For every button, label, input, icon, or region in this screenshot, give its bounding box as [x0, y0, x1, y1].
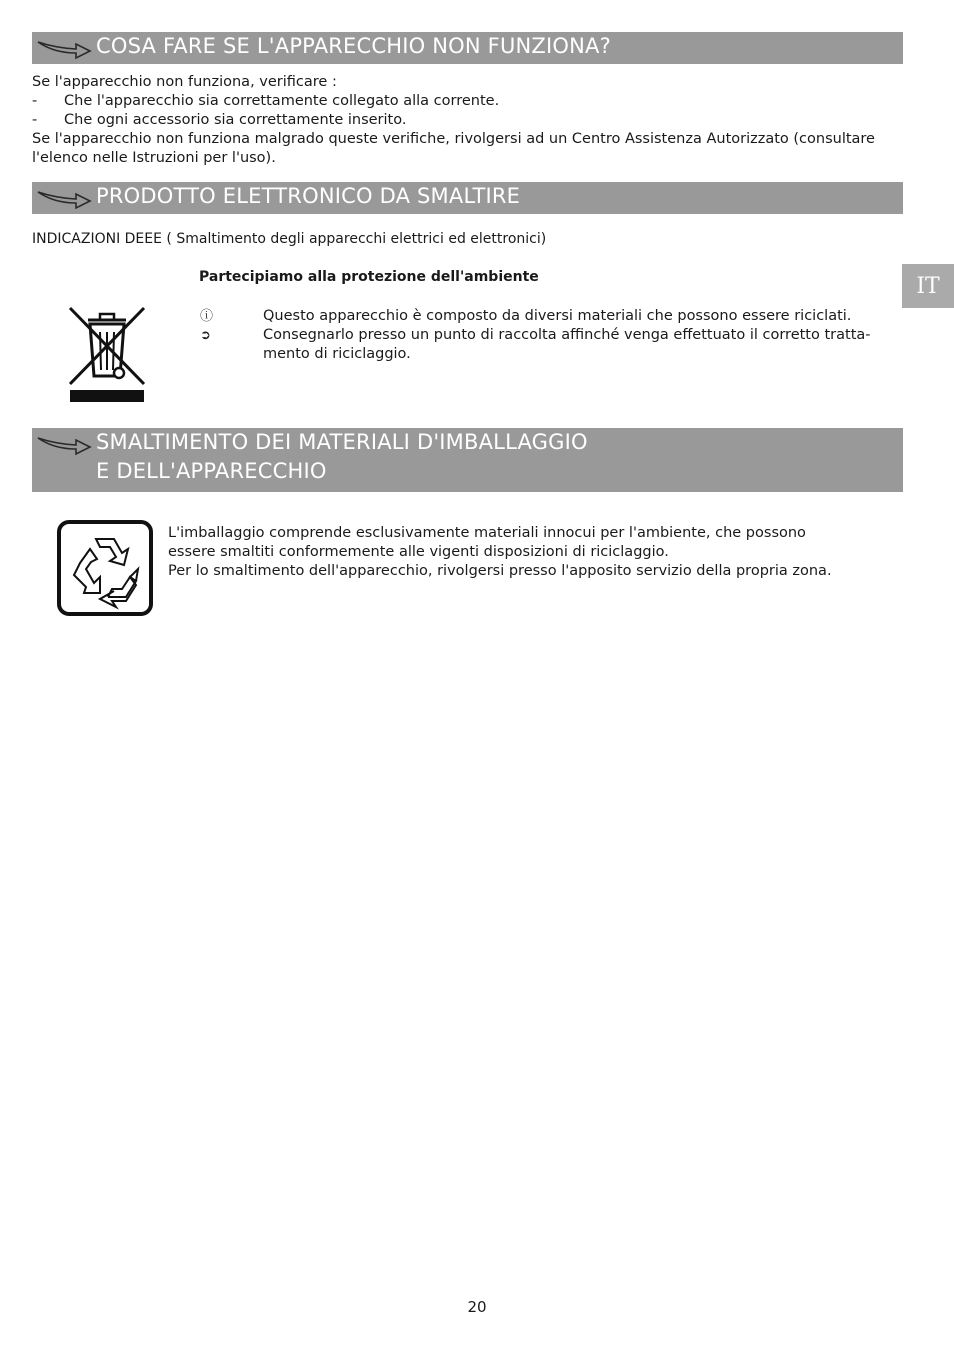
section-title: PRODOTTO ELETTRONICO DA SMALTIRE — [96, 184, 521, 208]
crossed-bin-icon — [66, 304, 148, 404]
check-item: - Che ogni accessorio sia correttamente inserito. — [32, 112, 407, 128]
section-arrow-icon — [36, 38, 92, 60]
list-item: ⓘ Questo apparecchio è composto da diversi materiali che possono essere riciclati. — [200, 308, 852, 324]
malfunction-text — [32, 73, 922, 168]
arrow-bullet-icon: ➲ — [200, 328, 211, 343]
list-item: ➲ Consegnarlo presso un punto di raccolta affinché venga effettuato il corretto tratta- mento di riciclaggio. — [200, 327, 871, 362]
malfunction-intro: Se l'apparecchio non funziona, verificare : — [32, 74, 337, 90]
malfunction-outro-2: l'elenco nelle Istruzioni per l'uso). — [32, 150, 276, 166]
section-header-packaging — [32, 428, 903, 492]
weee-subtitle: INDICAZIONI DEEE ( Smaltimento degli apparecchi elettrici ed elettronici) — [32, 231, 547, 247]
recycle-icon — [56, 519, 154, 617]
packaging-text: L'imballaggio comprende esclusivamente materiali innocui per l'ambiente, che possono essere smaltiti conformemente alle vigenti disposizioni di riciclaggio. Per lo smaltimento dell'apparecchio, rivolgersi presso l'apposito servizio della propria zona. — [168, 525, 832, 579]
section-header-weee — [32, 182, 903, 214]
language-tab: IT — [902, 264, 954, 308]
section-arrow-icon — [36, 188, 92, 210]
section-title: SMALTIMENTO DEI MATERIALI D'IMBALLAGGIO — [96, 430, 588, 454]
page-number: 20 — [467, 1298, 487, 1316]
weee-bullets — [200, 307, 920, 364]
section-title-line2: E DELL'APPARECCHIO — [96, 459, 327, 483]
malfunction-outro: Se l'apparecchio non funziona malgrado queste verifiche, rivolgersi ad un Centro Assistenza Autorizzato (consultare — [32, 131, 875, 147]
info-icon: ⓘ — [200, 309, 214, 324]
section-arrow-icon — [36, 434, 92, 456]
check-item: - Che l'apparecchio sia correttamente collegato alla corrente. — [32, 93, 500, 109]
weee-heading: Partecipiamo alla protezione dell'ambiente — [199, 269, 539, 285]
section-header-malfunction — [32, 32, 903, 64]
section-title: COSA FARE SE L'APPARECCHIO NON FUNZIONA? — [96, 34, 611, 58]
